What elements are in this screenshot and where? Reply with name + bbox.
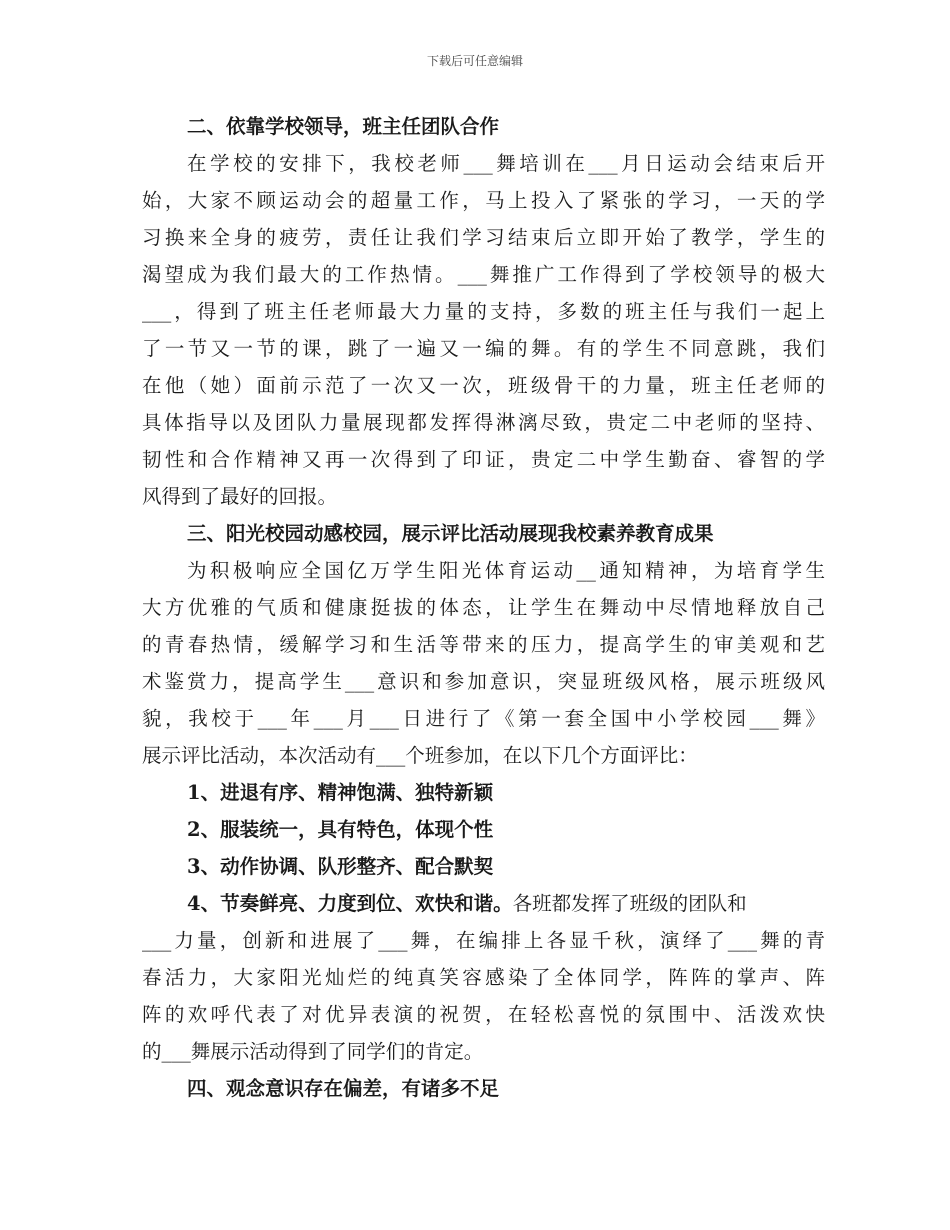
document-body: [142, 108, 825, 1107]
criteria-item: 2、服装统一，具有特色，体现个性: [187, 818, 494, 841]
criteria-item-4: [142, 885, 825, 922]
paragraph-line: 渴望成为我们最大的工作热情。___舞推广工作得到了学校领导的极大: [142, 263, 825, 286]
paragraph-line: ___力量，创新和进展了___舞，在编排上各显千秋，演绎了___舞的青: [142, 929, 825, 952]
page-header: 下载后可任意编辑: [426, 54, 523, 68]
criteria-item-4-title: 4、节奏鲜亮、力度到位、欢快和谐。: [187, 892, 513, 915]
section-heading-3: 三、阳光校园动感校园，展示评比活动展现我校素养教育成果: [187, 522, 714, 545]
paragraph-line: 貌，我校于___年___月___日进行了《第一套全国中小学校园___舞》: [142, 707, 825, 730]
paragraph-line: 为积极响应全国亿万学生阳光体育运动__通知精神，为培育学生: [187, 559, 825, 582]
criteria-item: 1、进退有序、精神饱满、独特新颖: [187, 781, 494, 804]
paragraph-line: 大方优雅的气质和健康挺拔的体态，让学生在舞动中尽情地释放自己: [142, 596, 825, 619]
paragraph-line: 风得到了最好的回报。: [142, 485, 338, 508]
paragraph-line: 在他（她）面前示范了一次又一次，班级骨干的力量，班主任老师的: [142, 374, 825, 397]
criteria-item-4-text: 各班都发挥了班级的团队和: [512, 892, 747, 915]
criteria-item: 3、动作协调、队形整齐、配合默契: [187, 855, 494, 878]
paragraph-line: 春活力，大家阳光灿烂的纯真笑容感染了全体同学，阵阵的掌声、阵: [142, 966, 825, 989]
section-heading-2: 二、依靠学校领导，班主任团队合作: [187, 115, 500, 138]
section-heading-4: 四、观念意识存在偏差，有诸多不足: [187, 1077, 500, 1100]
paragraph-line: 具体指导以及团队力量展现都发挥得淋漓尽致，贵定二中老师的坚持、: [142, 411, 825, 434]
paragraph-line: 阵的欢呼代表了对优异表演的祝贺，在轻松喜悦的氛围中、活泼欢快: [142, 1003, 825, 1026]
paragraph-line: 的___舞展示活动得到了同学们的肯定。: [142, 1040, 484, 1063]
paragraph-line: 了一节又一节的课，跳了一遍又一编的舞。有的学生不同意跳，我们: [142, 337, 825, 360]
paragraph-line: 始，大家不顾运动会的超量工作，马上投入了紧张的学习，一天的学: [142, 189, 825, 212]
paragraph-line: 在学校的安排下，我校老师___舞培训在___月日运动会结束后开: [187, 152, 825, 175]
paragraph-line: 习换来全身的疲劳，责任让我们学习结束后立即开始了教学，学生的: [142, 226, 825, 249]
paragraph-line: 术鉴赏力，提高学生___意识和参加意识，突显班级风格，展示班级风: [142, 670, 825, 693]
paragraph-line: 展示评比活动，本次活动有___个班参加，在以下几个方面评比：: [142, 744, 698, 767]
paragraph-line: ___，得到了班主任老师最大力量的支持，多数的班主任与我们一起上: [142, 300, 825, 323]
paragraph-line: 韧性和合作精神又再一次得到了印证，贵定二中学生勤奋、睿智的学: [142, 448, 825, 471]
paragraph-line: 的青春热情，缓解学习和生活等带来的压力，提高学生的审美观和艺: [142, 633, 825, 656]
